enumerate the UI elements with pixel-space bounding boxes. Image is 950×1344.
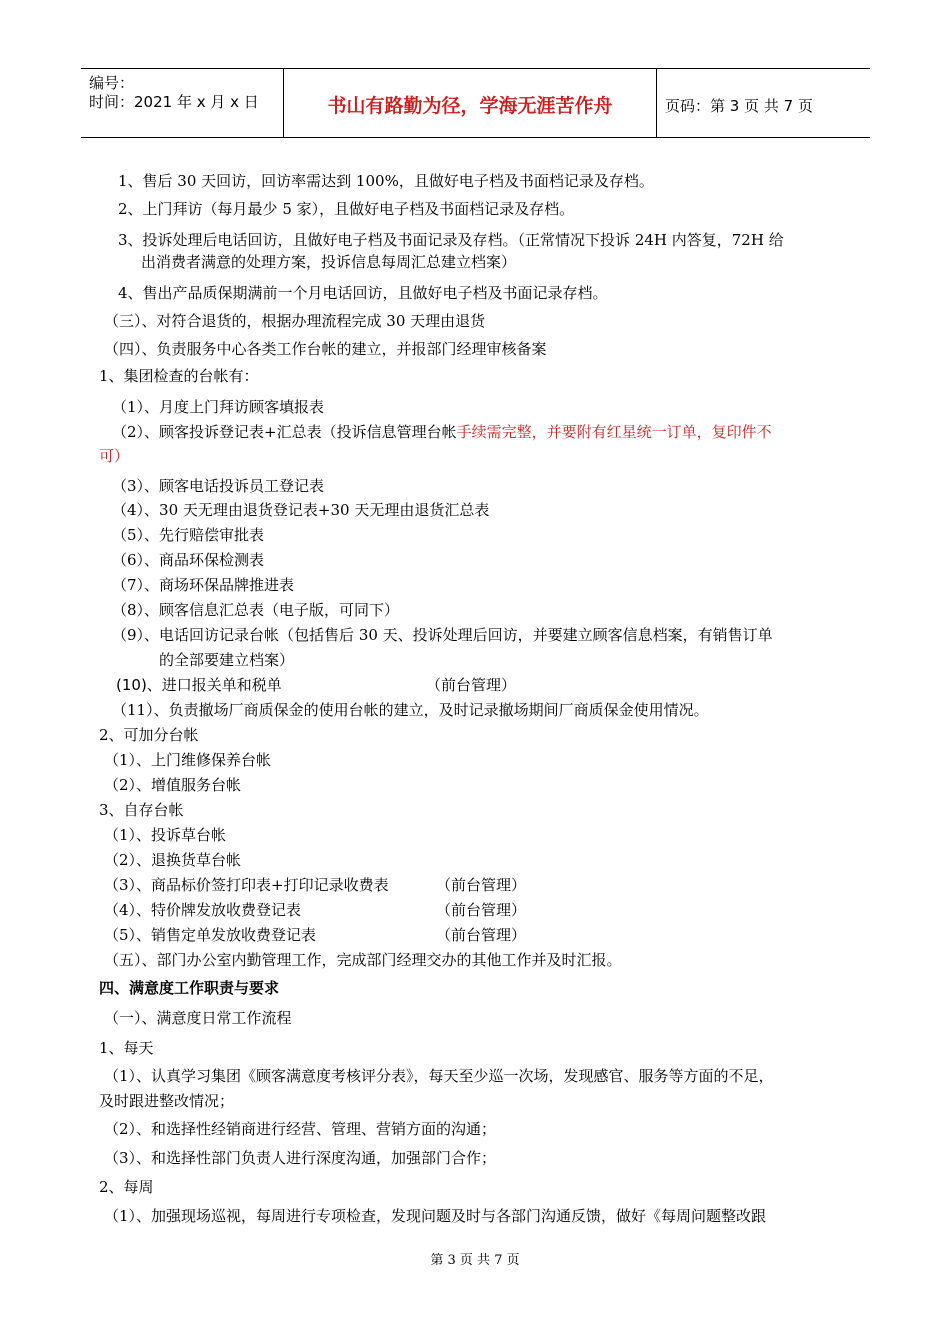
subsection-heading: 2、可加分台帐 — [99, 726, 199, 744]
list-item-text: （2）、顾客投诉登记表+汇总表（投诉信息管理台帐 — [112, 423, 457, 441]
management-note: （前台管理） — [436, 926, 527, 944]
list-item: （2）、增值服务台帐 — [104, 776, 242, 794]
list-item: （5）、先行赔偿审批表 — [112, 526, 265, 544]
list-item: 3、投诉处理后电话回访，且做好电子档及书面记录及存档。（正常情况下投诉 24H 内答复，72H 给 — [118, 231, 784, 249]
list-item: （8）、顾客信息汇总表（电子版，可同下） — [112, 601, 400, 619]
list-item: （3）、顾客电话投诉员工登记表 — [112, 477, 325, 495]
list-item: （3）、商品标价签打印表+打印记录收费表 — [104, 876, 389, 894]
header-left-cell — [81, 69, 284, 137]
list-item-continued: 出消费者满意的处理方案，投诉信息每周汇总建立档案） — [141, 253, 517, 271]
list-item-continued: 的全部要建立档案） — [159, 651, 295, 669]
number-label: 编号： — [89, 74, 135, 92]
list-item: （2）、退换货草台帐 — [104, 851, 242, 869]
list-item — [112, 422, 772, 442]
highlighted-note: 手续需完整，并要附有红星统一订单，复印件不 — [456, 423, 772, 441]
header-center-cell — [284, 69, 657, 137]
list-item: （4）、30 天无理由退货登记表+30 天无理由退货汇总表 — [112, 501, 490, 519]
motto: 书山有路勤为径，学海无涯苦作舟 — [327, 95, 613, 117]
list-item: （1）、月度上门拜访顾客填报表 — [112, 398, 325, 416]
highlighted-note-continued: 可） — [99, 447, 130, 465]
list-item: （1）、加强现场巡视，每周进行专项检查，发现问题及时与各部门沟通反馈，做好《每周问题整改跟 — [104, 1207, 767, 1225]
list-item: 2、上门拜访（每月最少 5 家），且做好电子档及书面档记录及存档。 — [118, 200, 575, 218]
page-info: 页码：第 3 页 共 7 页 — [665, 97, 813, 115]
list-item: （9）、电话回访记录台帐（包括售后 30 天、投诉处理后回访，并要建立顾客信息档案，有销售订单 — [112, 626, 773, 644]
time-label: 时间：2021 年 x 月 x 日 — [89, 93, 259, 111]
section-item: （五）、部门办公室内勤管理工作，完成部门经理交办的其他工作并及时汇报。 — [104, 951, 622, 969]
list-item: （4）、特价牌发放收费登记表 — [104, 901, 302, 919]
list-item: 4、售出产品质保期满前一个月电话回访，且做好电子档及书面记录存档。 — [118, 284, 608, 302]
list-item: （1）、上门维修保养台帐 — [104, 751, 272, 769]
management-note: （前台管理） — [436, 876, 527, 894]
subsection-heading: 2、每周 — [99, 1178, 154, 1196]
list-item: （5）、销售定单发放收费登记表 — [104, 926, 317, 944]
list-item: （3）、和选择性部门负责人进行深度沟通，加强部门合作； — [104, 1149, 497, 1167]
subsection-heading: 1、集团检查的台帐有： — [99, 367, 259, 385]
list-item: （11）、负责撤场厂商质保金的使用台帐的建立，及时记录撤场期间厂商质保金使用情况。 — [112, 701, 709, 719]
management-note: （前台管理） — [426, 676, 517, 694]
list-item: 1、售后 30 天回访，回访率需达到 100%，且做好电子档及书面档记录及存档。 — [118, 172, 654, 190]
list-item: （2）、和选择性经销商进行经营、管理、营销方面的沟通； — [104, 1120, 497, 1138]
page-header — [81, 68, 870, 138]
management-note: （前台管理） — [436, 901, 527, 919]
section-heading: 四、满意度工作职责与要求 — [99, 979, 280, 997]
list-item: (10)、进口报关单和税单 — [116, 676, 282, 694]
subsection-heading: （一）、满意度日常工作流程 — [104, 1009, 292, 1027]
list-item: （7）、商场环保品牌推进表 — [112, 576, 295, 594]
subsection-heading: 3、自存台帐 — [99, 801, 184, 819]
section-item: （三）、对符合退货的，根据办理流程完成 30 天理由退货 — [104, 312, 486, 330]
list-item: （1）、投诉草台帐 — [104, 826, 227, 844]
subsection-heading: 1、每天 — [99, 1039, 154, 1057]
header-right-cell — [657, 69, 870, 137]
list-item: （1）、认真学习集团《顾客满意度考核评分表》，每天至少巡一次场，发现感官、服务等方面的不足， — [104, 1067, 774, 1085]
page-footer: 第 3 页 共 7 页 — [430, 1253, 520, 1268]
list-item: （6）、商品环保检测表 — [112, 551, 265, 569]
list-item-continued: 及时跟进整改情况； — [99, 1092, 235, 1110]
section-item: （四）、负责服务中心各类工作台帐的建立，并报部门经理审核备案 — [104, 340, 547, 358]
